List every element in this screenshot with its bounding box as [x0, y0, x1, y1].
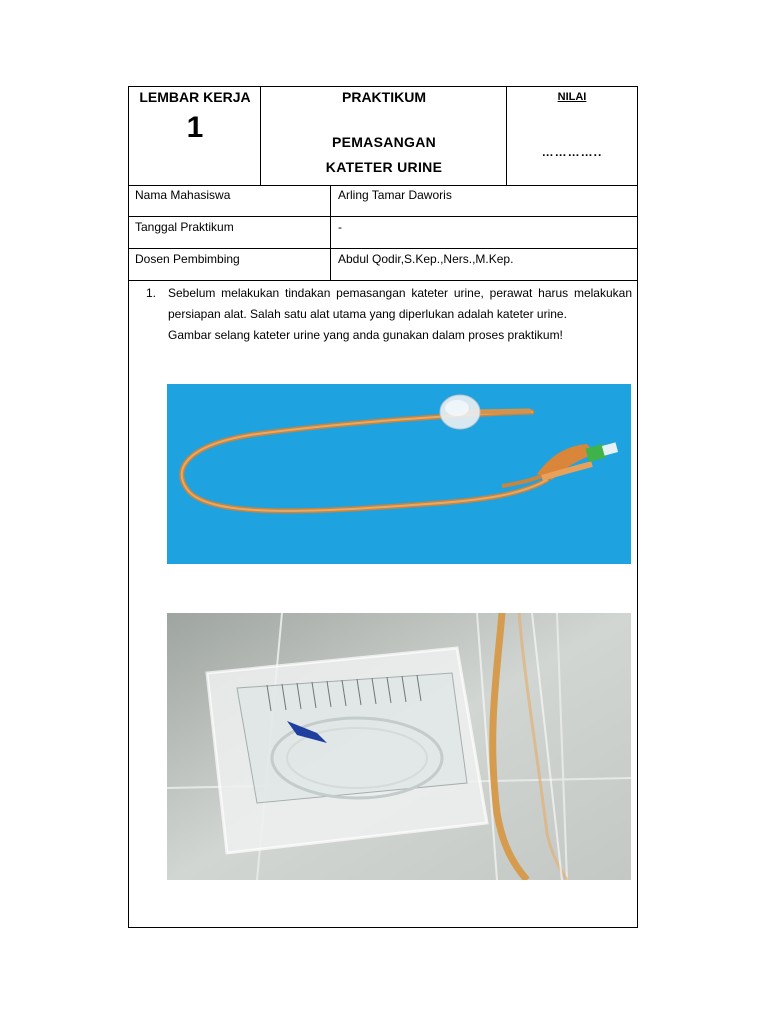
info-value: Arling Tamar Daworis: [338, 188, 452, 202]
nilai-value: …………..: [541, 145, 603, 159]
question-text: Sebelum melakukan tindakan pemasangan kateter urine, perawat harus melakukan persiapan alat. Salah satu alat utama yang diperlukan adalah kateter urine.: [168, 286, 632, 321]
info-value: -: [338, 220, 342, 234]
urine-bag-photo: [167, 613, 631, 880]
praktikum-title: PRAKTIKUM: [342, 89, 426, 105]
info-row-dosen: [129, 249, 637, 281]
nilai-cell: [507, 87, 637, 185]
praktikum-subtitle-line1: PEMASANGAN: [331, 134, 437, 150]
worksheet: [128, 86, 638, 928]
question-instruction: Gambar selang kateter urine yang anda gunakan dalam proses praktikum!: [168, 328, 563, 342]
info-label: Nama Mahasiswa: [135, 188, 231, 202]
info-row-nama: [129, 185, 637, 217]
question-text-block: [168, 283, 632, 346]
column-divider: [330, 249, 331, 280]
lembar-kerja-number: 1: [186, 111, 204, 144]
column-divider: [330, 217, 331, 248]
info-label: Dosen Pembimbing: [135, 252, 240, 266]
lembar-kerja-cell: [129, 87, 261, 185]
info-value: Abdul Qodir,S.Kep.,Ners.,M.Kep.: [338, 252, 514, 266]
info-label: Tanggal Praktikum: [135, 220, 234, 234]
praktikum-cell: [261, 87, 507, 185]
catheter-photo: [167, 384, 631, 564]
info-row-tanggal: [129, 217, 637, 249]
lembar-kerja-title: LEMBAR KERJA: [139, 89, 251, 105]
praktikum-subtitle-line2: KATETER URINE: [325, 159, 443, 175]
question-number: 1.: [146, 286, 157, 300]
column-divider: [330, 185, 331, 216]
nilai-label: NILAI: [557, 91, 587, 103]
header-row: [129, 87, 637, 186]
